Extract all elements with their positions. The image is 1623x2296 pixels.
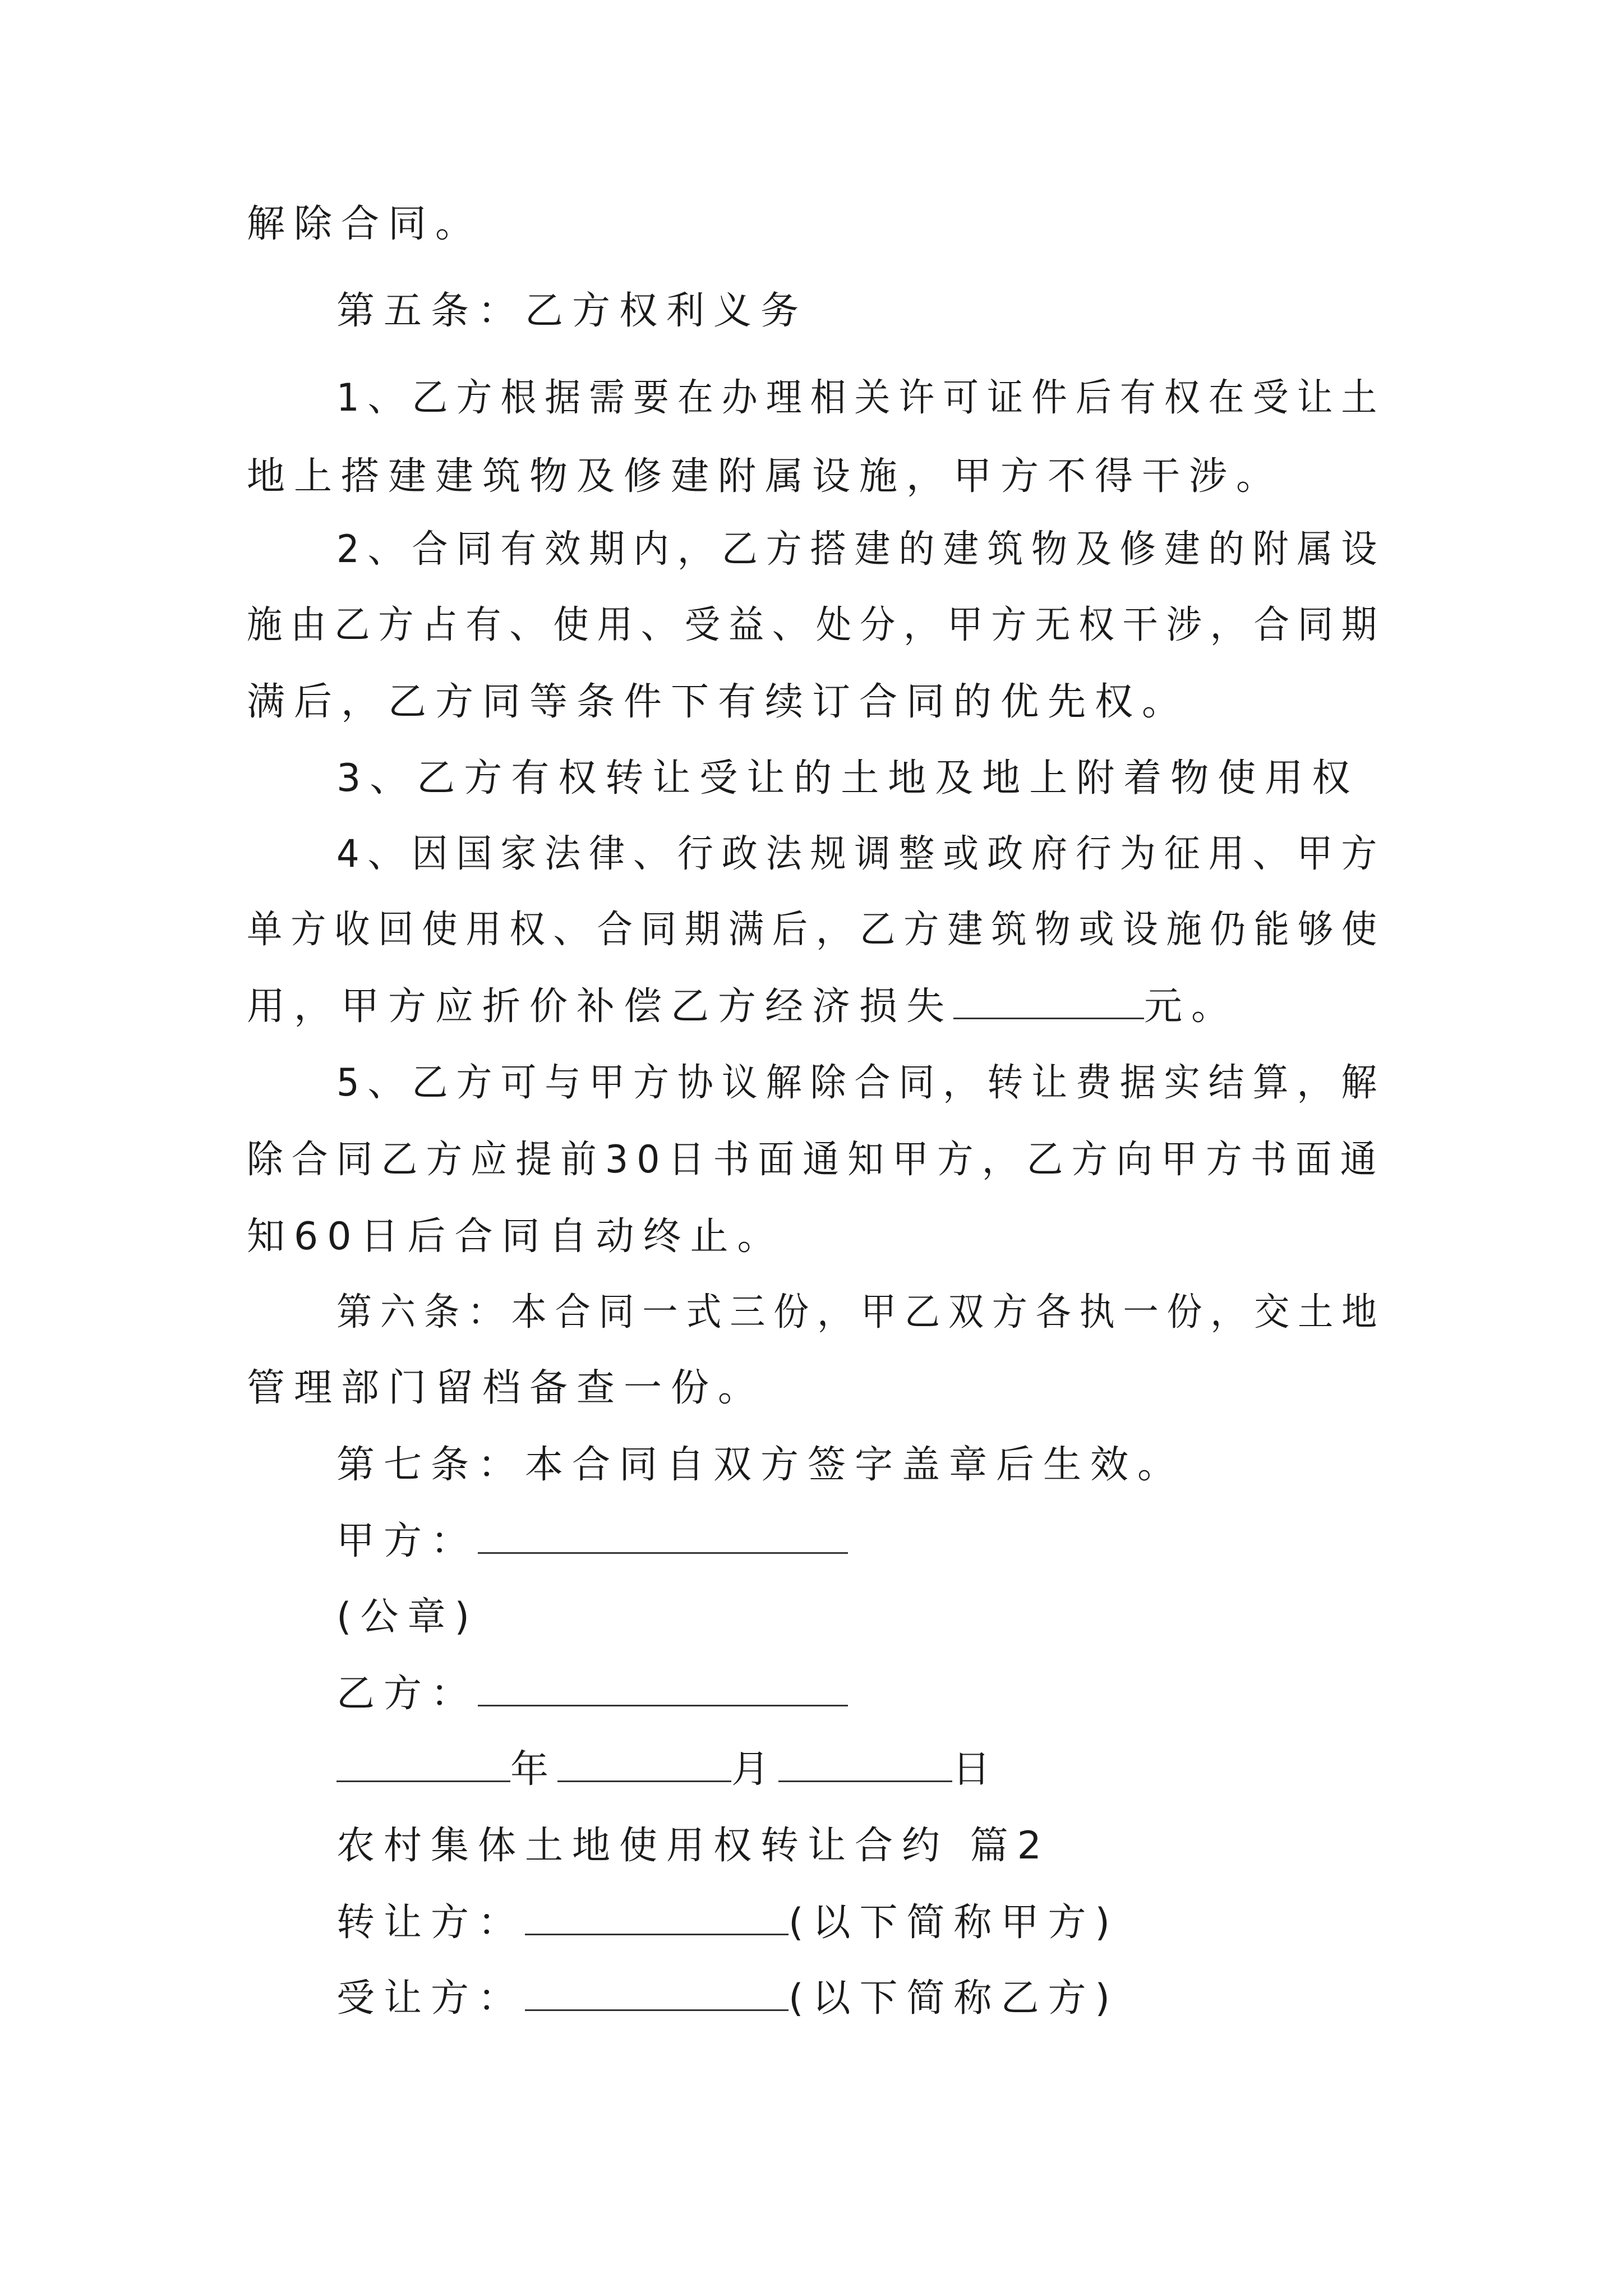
month-label: 月	[731, 1747, 779, 1792]
article7-line1: 第七条：本合同自双方签字盖章后生效。	[336, 1443, 1185, 1487]
transferor-row	[336, 1892, 1119, 1954]
compensation-amount-blank[interactable]	[953, 986, 1144, 1019]
article5-item2-line1: 2、合同有效期内，乙方搭建的建筑物及修建的附属设	[336, 527, 1386, 572]
paragraph-end-line: 解除合同。	[247, 202, 483, 246]
article5-item2-line3: 满后，乙方同等条件下有续订合同的优先权。	[247, 680, 1189, 724]
compensation-text: 用，甲方应折价补偿乙方经济损失	[247, 984, 954, 1029]
year-blank[interactable]	[336, 1749, 510, 1782]
party-a-signature-row	[336, 1511, 848, 1572]
seal-text: (公章)	[336, 1595, 479, 1639]
transferor-note: (以下简称甲方)	[789, 1901, 1119, 1945]
article5-item4-line1: 4、因国家法律、行政法规调整或政府行为征用、甲方	[336, 832, 1386, 876]
month-blank[interactable]	[557, 1749, 731, 1782]
year-label: 年	[510, 1747, 558, 1792]
article5-item5-line1: 5、乙方可与甲方协议解除合同，转让费据实结算，解	[336, 1061, 1386, 1105]
article6-line1: 第六条：本合同一式三份，甲乙双方各执一份，交土地	[336, 1290, 1386, 1335]
article5-item2-line2: 施由乙方占有、使用、受益、处分，甲方无权干涉，合同期	[247, 603, 1386, 647]
article5-item5-line2: 除合同乙方应提前30日书面通知甲方，乙方向甲方书面通	[247, 1138, 1385, 1182]
article5-item4-line3	[247, 976, 1238, 1038]
transferee-row	[336, 1968, 1119, 2030]
article5-item5-line3: 知60日后合同自动终止。	[247, 1214, 785, 1259]
party-a-label: 甲方：	[336, 1519, 478, 1563]
compensation-unit: 元。	[1144, 984, 1239, 1029]
transferee-note: (以下简称乙方)	[789, 1976, 1119, 2021]
article5-heading: 第五条：乙方权利义务	[336, 289, 808, 333]
article6-line2: 管理部门留档备查一份。	[247, 1366, 766, 1410]
transferor-blank[interactable]	[525, 1902, 789, 1935]
party-a-signature-blank[interactable]	[478, 1521, 848, 1554]
party-b-signature-row	[336, 1663, 848, 1725]
article5-item1-line2: 地上搭建建筑物及修建附属设施，甲方不得干涉。	[247, 454, 1284, 499]
article5-item4-line2: 单方收回使用权、合同期满后，乙方建筑物或设施仍能够使	[247, 908, 1386, 952]
transferor-label: 转让方：	[336, 1901, 525, 1945]
day-label: 日	[952, 1747, 1000, 1792]
date-row	[336, 1739, 999, 1801]
article5-item1-line1: 1、乙方根据需要在办理相关许可证件后有权在受让土	[336, 376, 1386, 420]
section2-title: 农村集体土地使用权转让合约 篇2	[336, 1824, 1050, 1868]
transferee-label: 受让方：	[336, 1976, 525, 2021]
party-b-label: 乙方：	[336, 1672, 478, 1716]
day-blank[interactable]	[778, 1749, 952, 1782]
transferee-blank[interactable]	[525, 1978, 789, 2011]
article5-item3-line1: 3、乙方有权转让受让的土地及地上附着物使用权	[336, 756, 1359, 800]
party-b-signature-blank[interactable]	[478, 1673, 848, 1706]
